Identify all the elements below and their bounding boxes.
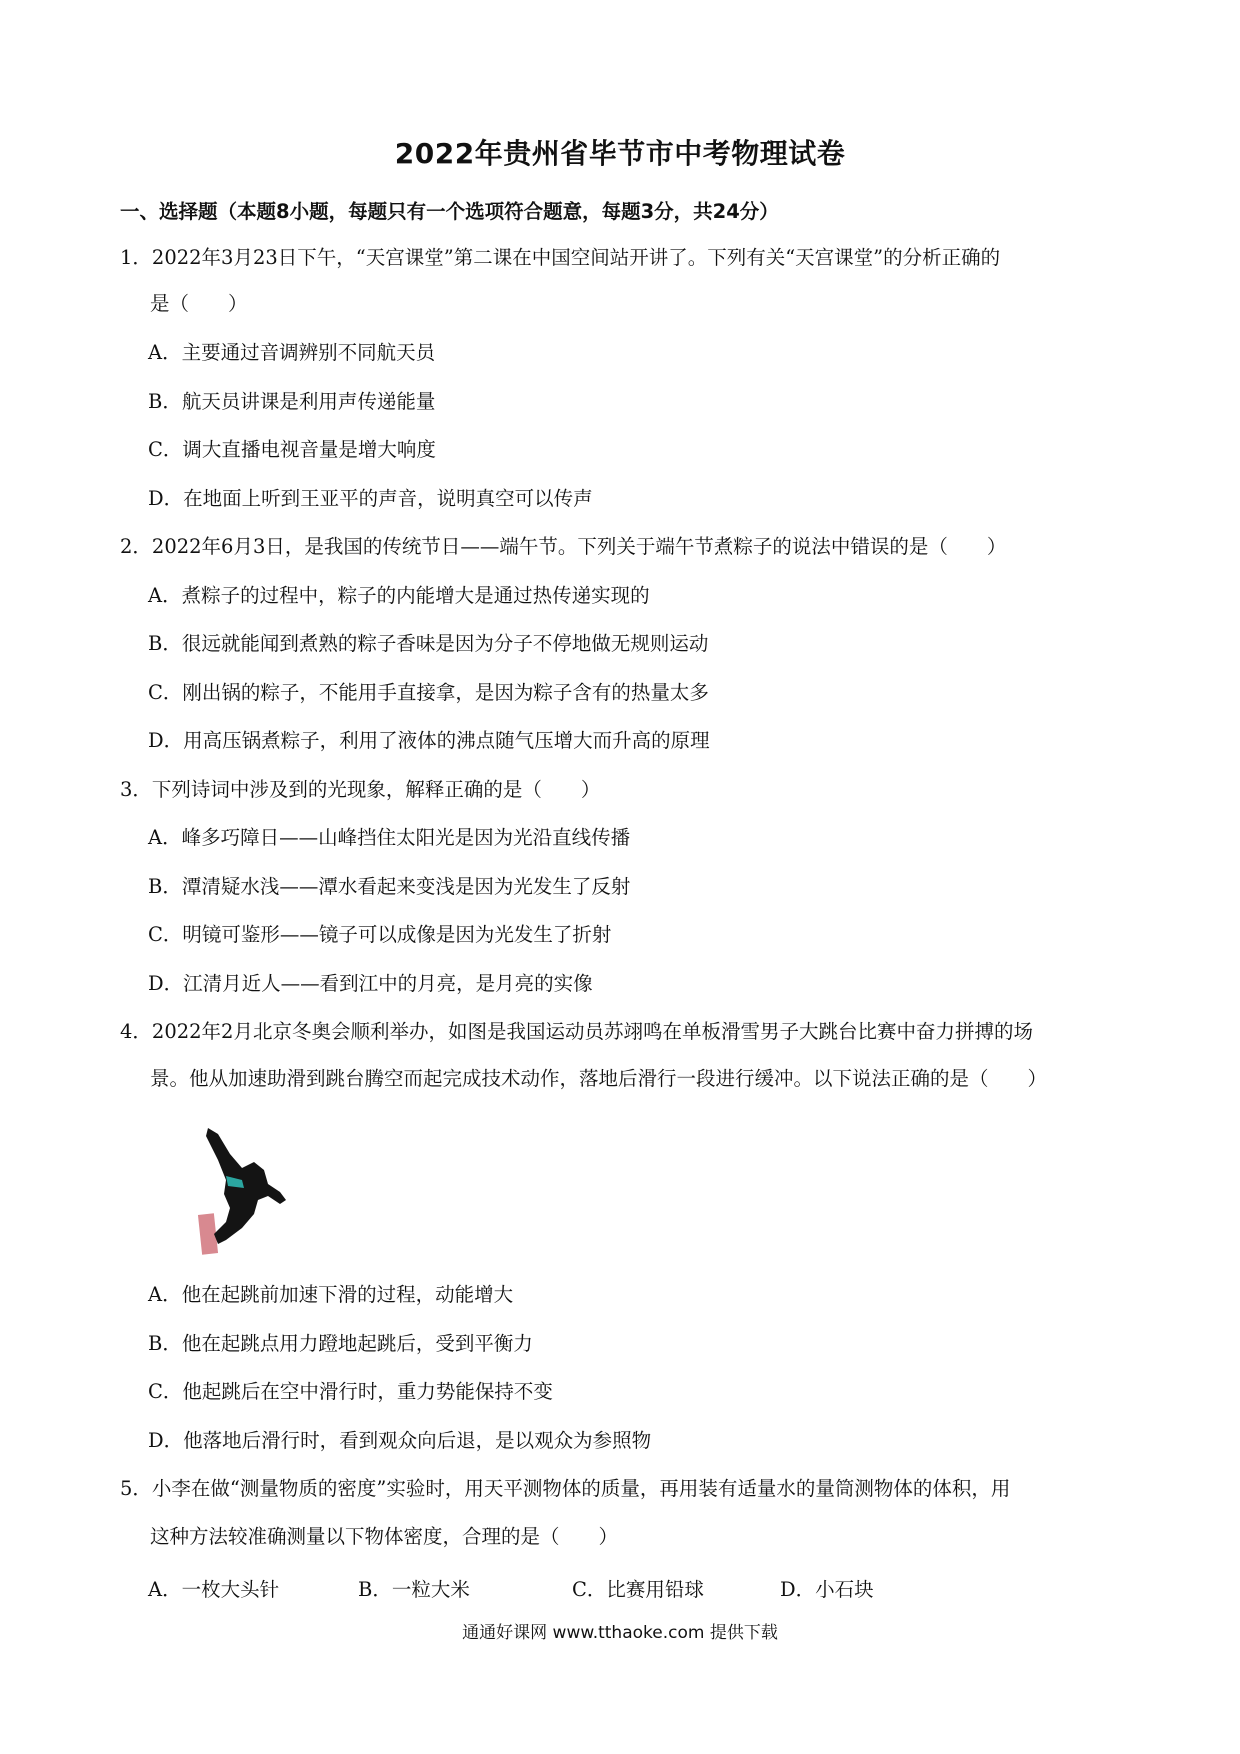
q3-stem-line1: 3．下列诗词中涉及到的光现象，解释正确的是（ ） [120, 778, 601, 801]
q4-stem-line1: 4．2022年2月北京冬奥会顺利举办，如图是我国运动员苏翊鸣在单板滑雪男子大跳台比赛中奋力拼搏的场 [120, 1020, 1033, 1043]
q3-option-a: A．峰多巧障日——山峰挡住太阳光是因为光沿直线传播 [148, 826, 631, 849]
q4-option-c: C．他起跳后在空中滑行时，重力势能保持不变 [148, 1380, 553, 1403]
footer-source-note: 通通好课网 www.tthaoke.com 提供下载 [462, 1623, 778, 1643]
q3-option-c: C．明镜可鉴形——镜子可以成像是因为光发生了折射 [148, 923, 612, 946]
q5-option-a: A．一枚大头针 [148, 1578, 280, 1601]
page-title: 2022年贵州省毕节市中考物理试卷 [394, 137, 846, 170]
snowboarder-image [196, 1128, 288, 1258]
q5-stem-line1: 5．小李在做“测量物质的密度”实验时，用天平测物体的质量，再用装有适量水的量筒测物体的体积，用 [120, 1477, 1011, 1500]
q4-stem-line2: 景。他从加速助滑到跳台腾空而起完成技术动作，落地后滑行一段进行缓冲。以下说法正确的是（ ） [150, 1067, 1048, 1090]
q4-option-b: B．他在起跳点用力蹬地起跳后，受到平衡力 [148, 1332, 533, 1355]
q1-option-b: B．航天员讲课是利用声传递能量 [148, 390, 436, 413]
q5-option-c: C．比赛用铅球 [572, 1578, 704, 1601]
q1-option-a: A．主要通过音调辨别不同航天员 [148, 341, 436, 364]
q2-stem-line1: 2．2022年6月3日，是我国的传统节日——端午节。下列关于端午节煮粽子的说法中错误的是（ ） [120, 535, 1007, 558]
q5-option-b: B．一粒大米 [358, 1578, 470, 1601]
q1-option-c: C．调大直播电视音量是增大响度 [148, 438, 436, 461]
q1-option-d: D．在地面上听到王亚平的声音，说明真空可以传声 [148, 487, 593, 510]
q2-option-d: D．用高压锅煮粽子，利用了液体的沸点随气压增大而升高的原理 [148, 729, 710, 752]
q5-option-d: D．小石块 [780, 1578, 874, 1601]
athlete-silhouette [206, 1128, 286, 1244]
section-heading: 一、选择题（本题8小题，每题只有一个选项符合题意，每题3分，共24分） [120, 200, 779, 223]
q2-option-c: C．刚出锅的粽子，不能用手直接拿，是因为粽子含有的热量太多 [148, 681, 709, 704]
q2-option-a: A．煮粽子的过程中，粽子的内能增大是通过热传递实现的 [148, 584, 650, 607]
q4-option-d: D．他落地后滑行时，看到观众向后退，是以观众为参照物 [148, 1429, 652, 1452]
q4-option-a: A．他在起跳前加速下滑的过程，动能增大 [148, 1283, 514, 1306]
q3-option-b: B．潭清疑水浅——潭水看起来变浅是因为光发生了反射 [148, 875, 631, 898]
q2-option-b: B．很远就能闻到煮熟的粽子香味是因为分子不停地做无规则运动 [148, 632, 709, 655]
q3-option-d: D．江清月近人——看到江中的月亮，是月亮的实像 [148, 972, 593, 995]
q1-stem-line2: 是（ ） [150, 292, 248, 315]
q5-stem-line2: 这种方法较准确测量以下物体密度，合理的是（ ） [150, 1525, 619, 1548]
q1-stem-line1: 1．2022年3月23日下午，“天宫课堂”第二课在中国空间站开讲了。下列有关“天宫课堂”的分析正确的 [120, 246, 1001, 269]
